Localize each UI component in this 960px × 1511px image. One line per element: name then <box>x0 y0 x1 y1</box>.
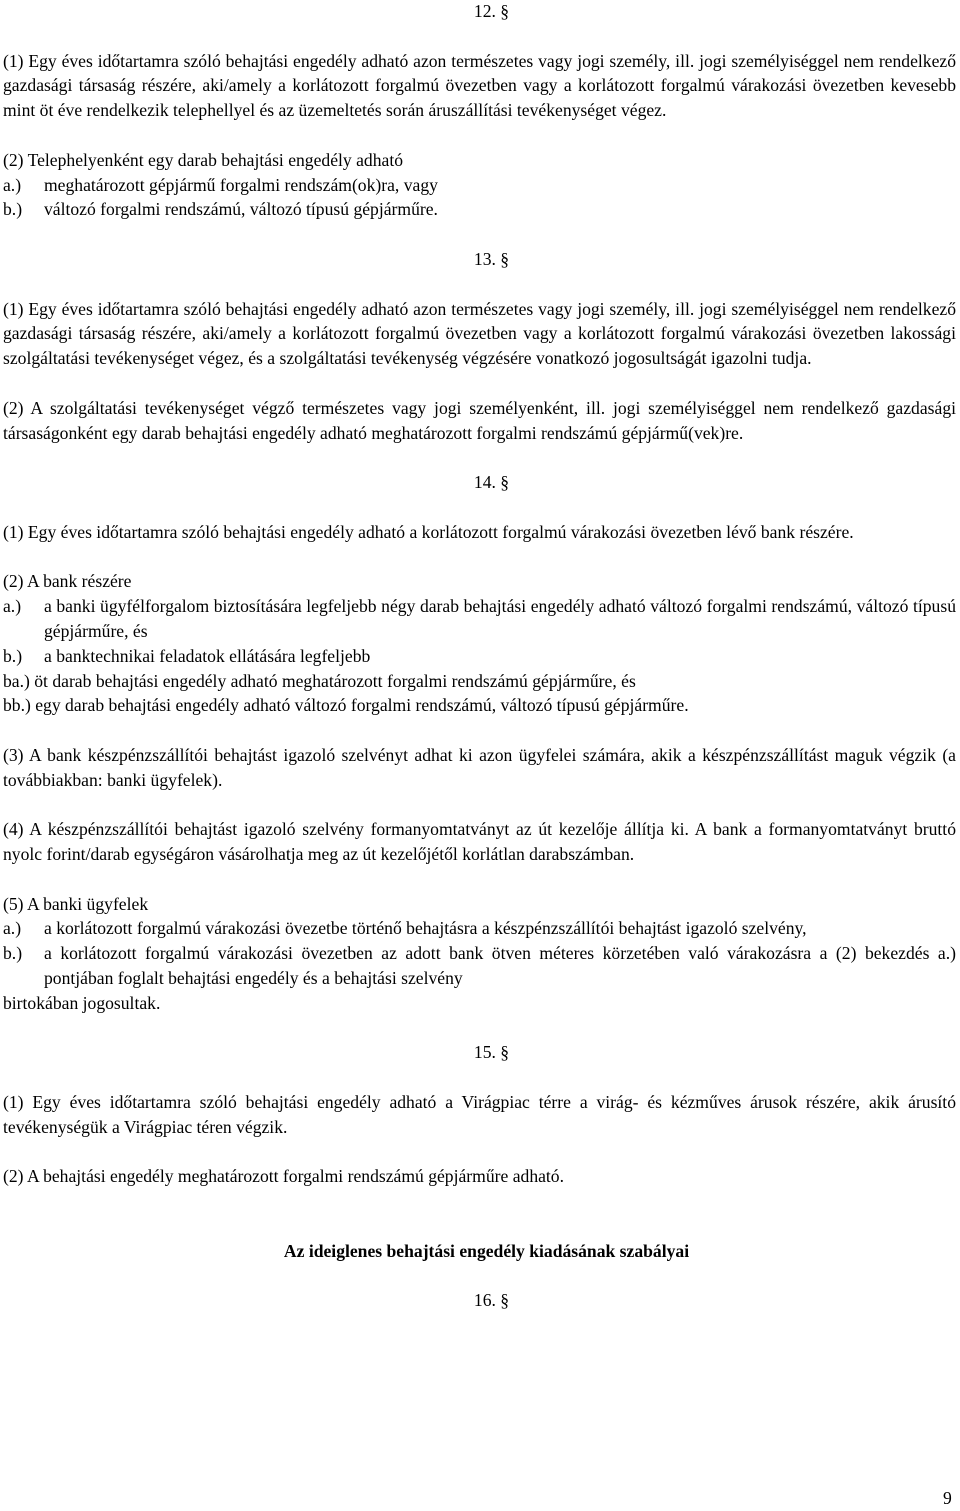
item-text: a banktechnikai feladatok ellátására legfeljebb <box>44 645 371 666</box>
section-16-heading: 16. § <box>473 1290 510 1311</box>
section-14-item-a <box>3 594 956 644</box>
section-15-paragraph-1: (1) Egy éves időtartamra szóló behajtási engedély adható a Virágpiac térre a virág- és kézműves árusok részére, akik árusító tevékenységük a Virágpiac téren végzik. <box>3 1092 956 1137</box>
section-14-item-5b <box>3 941 956 991</box>
section-14-tail: birtokában jogosultak. <box>3 992 161 1013</box>
section-14-paragraph-3: (3) A bank készpénzszállítói behajtást igazoló szelvényt adhat ki azon ügyfelei számára, akik a készpénzszállítást maguk végzik (a továbbiakban: banki ügyfelek). <box>3 744 956 790</box>
section-14-item-5a <box>3 916 956 941</box>
item-label: a.) <box>3 918 22 939</box>
item-text: a korlátozott forgalmú várakozási övezetbe történő behajtásra a készpénzszállítói behajtást igazoló szelvény, <box>44 918 807 939</box>
section-14-paragraph-4: (4) A készpénzszállítói behajtást igazoló szelvény formanyomtatványt az út kezelője állítja ki. A bank a formanyomtatványt bruttó nyolc forint/darab egységáron vásárolhatja meg az út kezelőjétől korlátlan darabszámban. <box>3 819 956 865</box>
section-14-item-b <box>3 644 956 669</box>
section-12-item-b <box>3 197 956 222</box>
section-14-paragraph-2: (2) A bank részére <box>3 571 132 592</box>
section-14-item-bb: bb.) egy darab behajtási engedély adható változó forgalmi rendszámú, változó típusú gépjárműre. <box>3 695 689 716</box>
section-12-heading: 12. § <box>473 1 510 21</box>
section-13-paragraph-1: (1) Egy éves időtartamra szóló behajtási engedély adható azon természetes vagy jogi személy, ill. jogi személyiséggel nem rendelkező gazdasági társaság részére, aki/amely a korlátozott forgalmú övezetben vagy a korlátozott forgalmú várakozási övezetben lakossági szolgáltatási tevékenységet végez, és a szolgáltatási tevékenység végzésére vonatkozó jogosultságát igazolni tudja. <box>3 298 956 369</box>
section-12-paragraph-1: (1) Egy éves időtartamra szóló behajtási engedély adható azon természetes vagy jogi személy, ill. jogi személyiséggel nem rendelkező gazdasági társaság részére, aki/amely a korlátozott forgalmú övezetben vagy a korlátozott forgalmú várakozási övezetben kevesebb mint öt éve rendelkezik telephellyel és az üzemeltetés során áruszállítási tevékenységet végez. <box>3 50 956 121</box>
section-13-heading: 13. § <box>473 248 510 269</box>
item-text: a korlátozott forgalmú várakozási övezetben az adott bank ötven méteres körzetében való várakozásra a (2) bekezdés a.) pontjában foglalt behajtási engedély és a behajtási szelvény <box>44 943 956 989</box>
section-14-paragraph-1: (1) Egy éves időtartamra szóló behajtási engedély adható a korlátozott forgalmú várakozási övezetben lévő bank részére. <box>3 521 854 542</box>
section-15-paragraph-2: (2) A behajtási engedély meghatározott forgalmi rendszámú gépjárműre adható. <box>3 1166 565 1187</box>
section-12-paragraph-2: (2) Telephelyenként egy darab behajtási engedély adható <box>3 149 403 170</box>
page-number: 9 <box>943 1488 952 1508</box>
item-text: a banki ügyfélforgalom biztosítására legfeljebb négy darab behajtási engedély adható változó forgalmi rendszámú, változó típusú gépjárműre, és <box>44 596 956 641</box>
item-label: b.) <box>3 645 23 666</box>
section-15-heading: 15. § <box>473 1042 510 1063</box>
section-13-paragraph-2: (2) A szolgáltatási tevékenységet végző természetes vagy jogi személyenként, ill. jogi személyiséggel nem rendelkező gazdasági társaságonként egy darab behajtási engedély adható meghatározott forgalmi rendszámú gépjármű(vek)re. <box>3 397 956 443</box>
item-label: a.) <box>3 174 22 195</box>
section-14-paragraph-5: (5) A banki ügyfelek <box>3 893 149 914</box>
chapter-title: Az ideiglenes behajtási engedély kiadásának szabályai <box>283 1240 690 1261</box>
section-14-item-ba: ba.) öt darab behajtási engedély adható meghatározott forgalmi rendszámú gépjárműre, és <box>3 670 636 691</box>
item-text: változó forgalmi rendszámú, változó típusú gépjárműre. <box>44 199 438 220</box>
item-text: meghatározott gépjármű forgalmi rendszám(ok)ra, vagy <box>44 174 438 195</box>
item-label: b.) <box>3 199 23 220</box>
item-label: b.) <box>3 943 23 964</box>
item-label: a.) <box>3 596 22 617</box>
document-page <box>3 0 956 1313</box>
section-14-heading: 14. § <box>473 472 510 493</box>
section-12-item-a <box>3 173 956 198</box>
